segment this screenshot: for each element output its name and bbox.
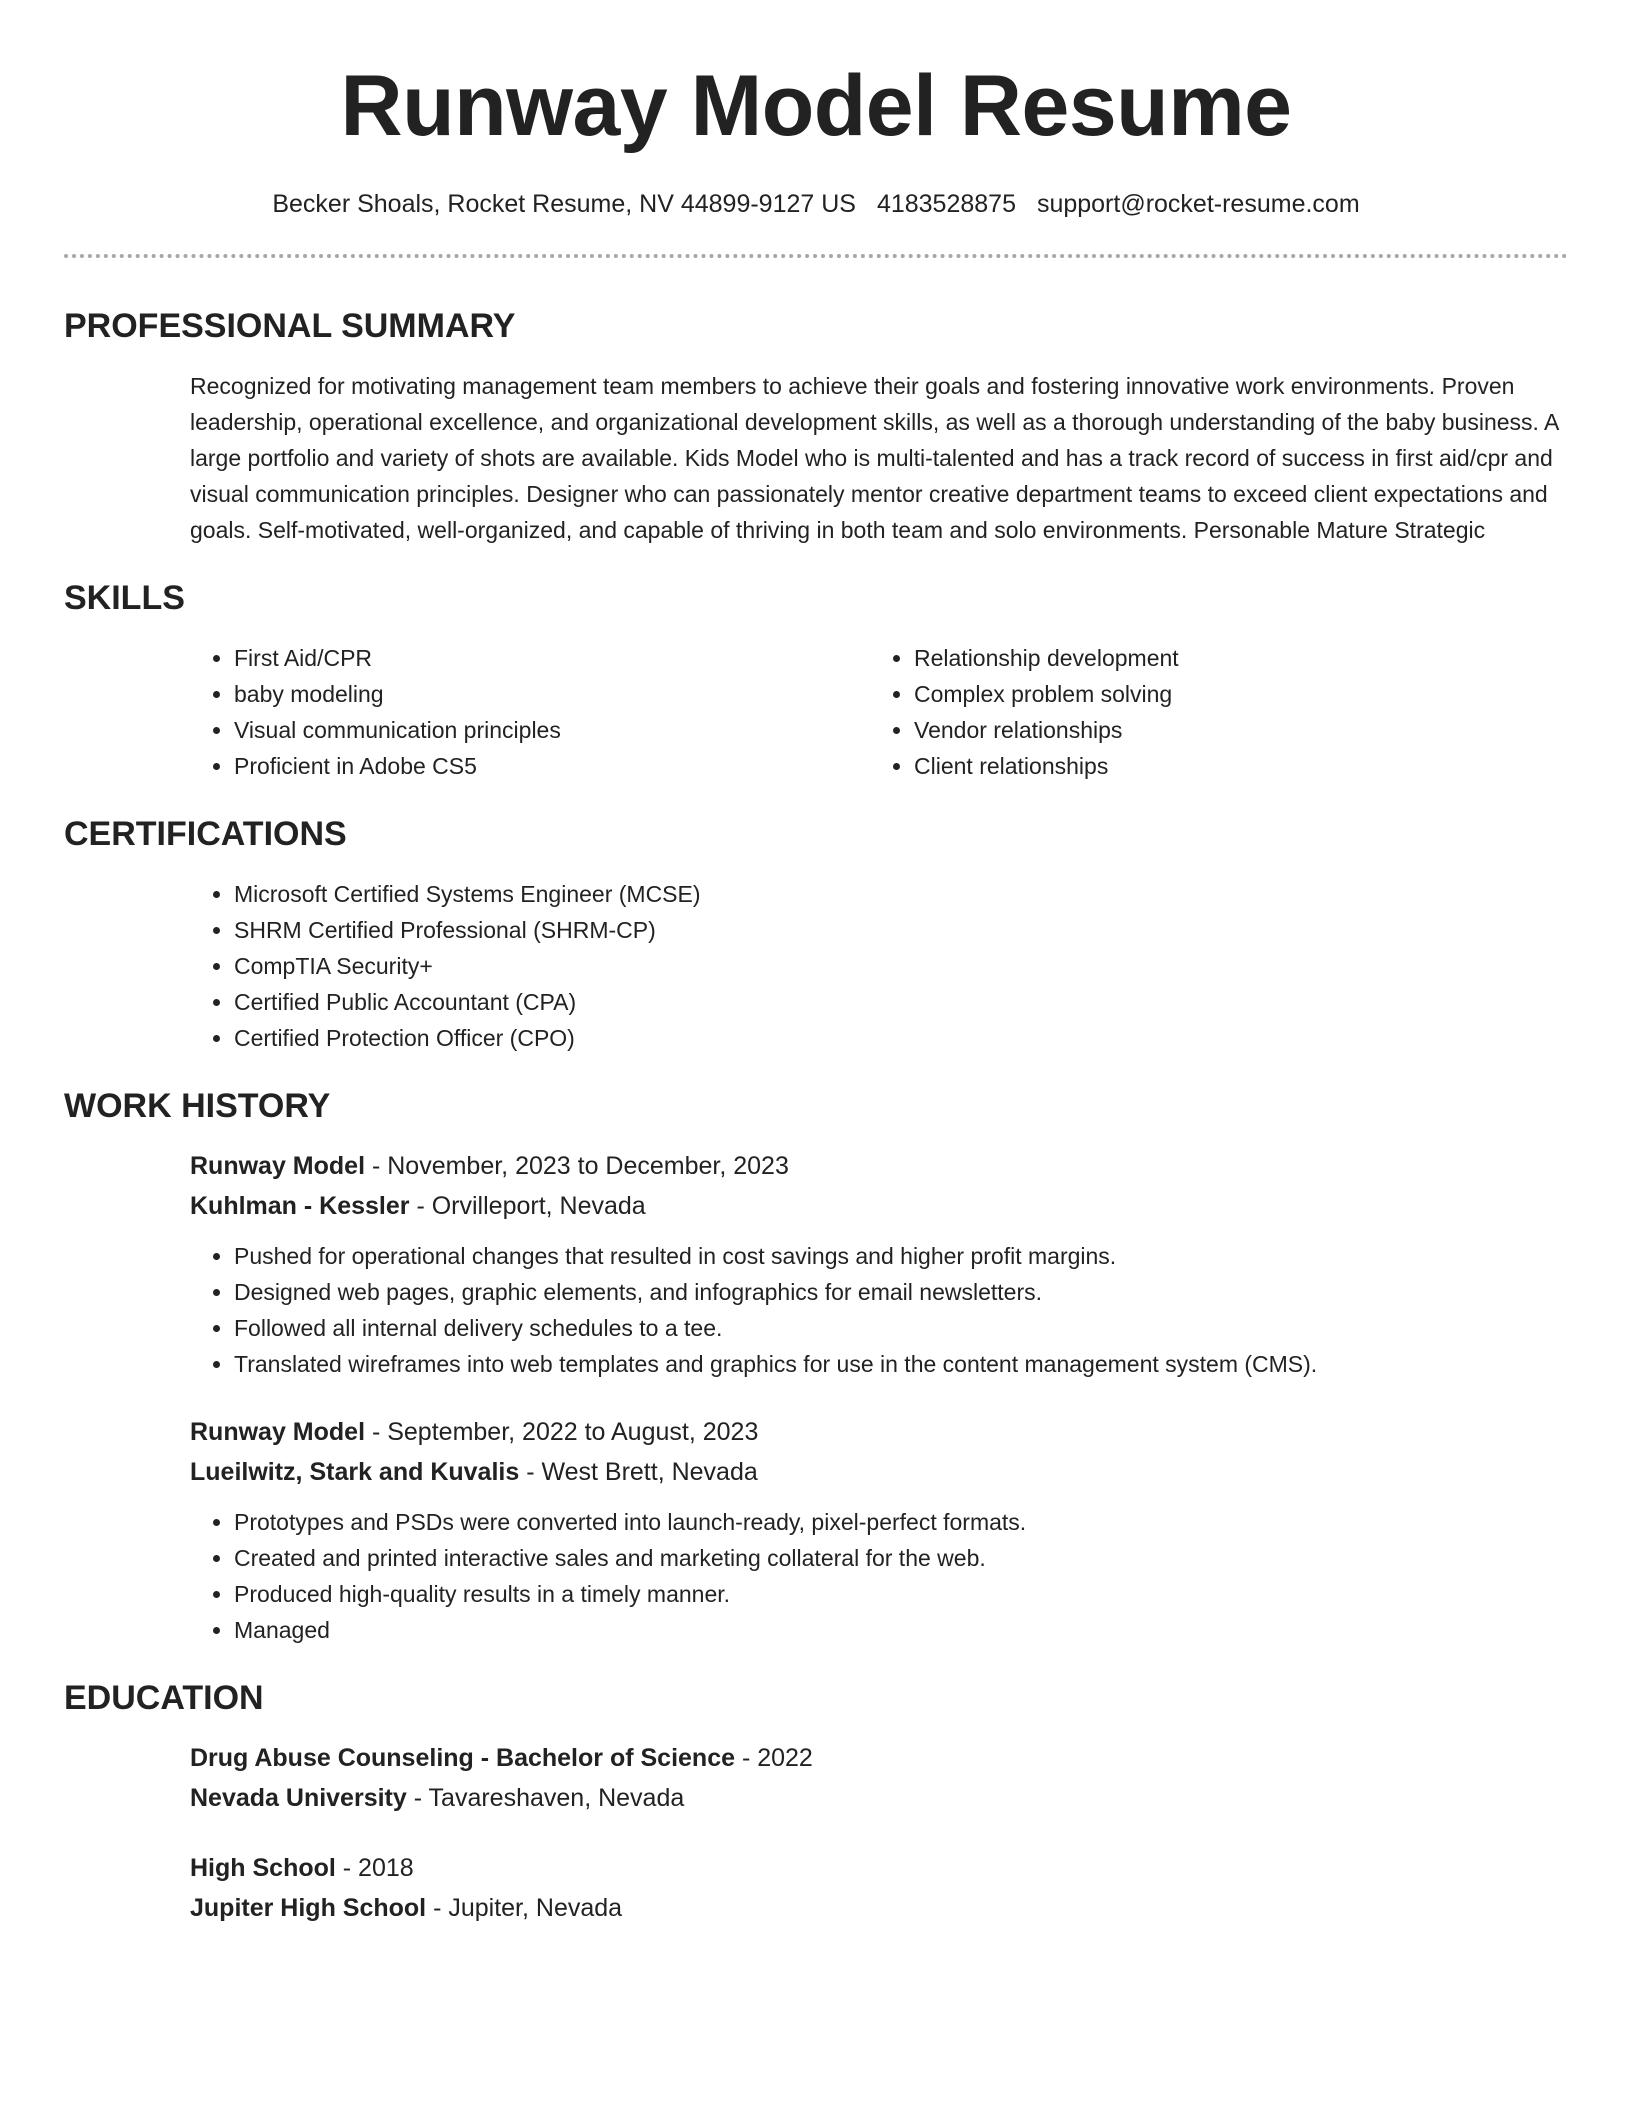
education-year: - 2018 <box>335 1854 414 1882</box>
job-bullet: • Prototypes and PSDs were converted into launch-ready, pixel-perfect formats. <box>234 1504 1568 1540</box>
certification-item: • SHRM Certified Professional (SHRM-CP) <box>234 912 1568 948</box>
education-school: Nevada University <box>190 1784 407 1812</box>
contact-line <box>64 188 1568 220</box>
skills-grid <box>190 640 1568 784</box>
education-section <box>64 1678 1568 1928</box>
education-school-line <box>190 1888 1568 1928</box>
skill-item: • Relationship development <box>914 640 1550 676</box>
job-entry <box>190 1146 1568 1382</box>
education-degree-line <box>190 1848 1568 1888</box>
contact-phone: 4183528875 <box>876 190 1016 218</box>
summary-body <box>190 368 1568 548</box>
skills-column-right <box>870 640 1550 784</box>
skill-item: • Vendor relationships <box>914 712 1550 748</box>
education-entry <box>190 1848 1568 1928</box>
contact-address: Becker Shoals, Rocket Resume, NV 44899-9127 US <box>272 190 856 218</box>
resume-title: Runway Model Resume <box>340 58 1292 154</box>
certifications-section <box>64 814 1568 1056</box>
skill-item: • Visual communication principles <box>234 712 870 748</box>
education-entry <box>190 1738 1568 1818</box>
job-location: - Orvilleport, Nevada <box>409 1192 646 1220</box>
skills-column-left <box>190 640 870 784</box>
job-title: Runway Model <box>190 1152 366 1180</box>
certifications-body <box>190 876 1568 1056</box>
job-title-line <box>190 1146 1568 1186</box>
certification-item: • Certified Protection Officer (CPO) <box>234 1020 1568 1056</box>
education-degree: High School <box>190 1854 336 1882</box>
certifications-heading: CERTIFICATIONS <box>64 815 347 853</box>
certification-item: • Certified Public Accountant (CPA) <box>234 984 1568 1020</box>
job-dates: - November, 2023 to December, 2023 <box>365 1152 789 1180</box>
skill-item: • Complex problem solving <box>914 676 1550 712</box>
job-bullet: • Pushed for operational changes that resulted in cost savings and higher profit margins. <box>234 1238 1568 1274</box>
skills-section <box>64 578 1568 784</box>
job-title: Runway Model <box>190 1418 366 1446</box>
header-divider <box>64 254 1568 258</box>
job-company: Kuhlman - Kessler <box>190 1192 410 1220</box>
job-bullet: • Created and printed interactive sales and marketing collateral for the web. <box>234 1540 1568 1576</box>
summary-heading: PROFESSIONAL SUMMARY <box>64 307 516 345</box>
education-school: Jupiter High School <box>190 1894 427 1922</box>
summary-section <box>64 306 1568 548</box>
job-company-line <box>190 1452 1568 1492</box>
contact-email: support@rocket-resume.com <box>1036 190 1360 218</box>
job-company: Lueilwitz, Stark and Kuvalis <box>190 1458 520 1486</box>
skill-item: • First Aid/CPR <box>234 640 870 676</box>
job-bullet: • Followed all internal delivery schedules to a tee. <box>234 1310 1568 1346</box>
job-entry <box>190 1412 1568 1648</box>
job-company-line <box>190 1186 1568 1226</box>
education-degree-line <box>190 1738 1568 1778</box>
certification-item: • CompTIA Security+ <box>234 948 1568 984</box>
skills-heading: SKILLS <box>64 579 185 617</box>
job-bullet: • Designed web pages, graphic elements, and infographics for email newsletters. <box>234 1274 1568 1310</box>
job-bullet: • Managed <box>234 1612 1568 1648</box>
job-dates: - September, 2022 to August, 2023 <box>365 1418 759 1446</box>
skill-item: • baby modeling <box>234 676 870 712</box>
job-title-line <box>190 1412 1568 1452</box>
education-location: - Jupiter, Nevada <box>426 1894 623 1922</box>
education-school-line <box>190 1778 1568 1818</box>
work-history-section <box>64 1086 1568 1648</box>
job-bullet: • Translated wireframes into web templates and graphics for use in the content management system (CMS). <box>234 1346 1568 1382</box>
education-heading: EDUCATION <box>64 1679 264 1717</box>
education-year: - 2022 <box>735 1744 813 1772</box>
summary-text: Recognized for motivating management team members to achieve their goals and fostering innovative work environments. Proven leadership, operational excellence, and organizational development skills, as well as a thorough understanding of the baby business. A large portfolio and variety of shots are available. Kids Model who is multi-talented and has a track record of success in first aid/cpr and visual communication principles. Designer who can passionately mentor creative department teams to exceed client expectations and goals. Self-motivated, well-organized, and capable of thriving in both team and solo environments. Personable Mature Strategic <box>190 373 1559 543</box>
certification-item: • Microsoft Certified Systems Engineer (MCSE) <box>234 876 1568 912</box>
skill-item: • Client relationships <box>914 748 1550 784</box>
work-history-heading: WORK HISTORY <box>64 1087 331 1125</box>
education-location: - Tavareshaven, Nevada <box>406 1784 685 1812</box>
skill-item: • Proficient in Adobe CS5 <box>234 748 870 784</box>
education-degree: Drug Abuse Counseling - Bachelor of Science <box>190 1744 735 1772</box>
job-bullet: • Produced high-quality results in a timely manner. <box>234 1576 1568 1612</box>
job-location: - West Brett, Nevada <box>519 1458 758 1486</box>
